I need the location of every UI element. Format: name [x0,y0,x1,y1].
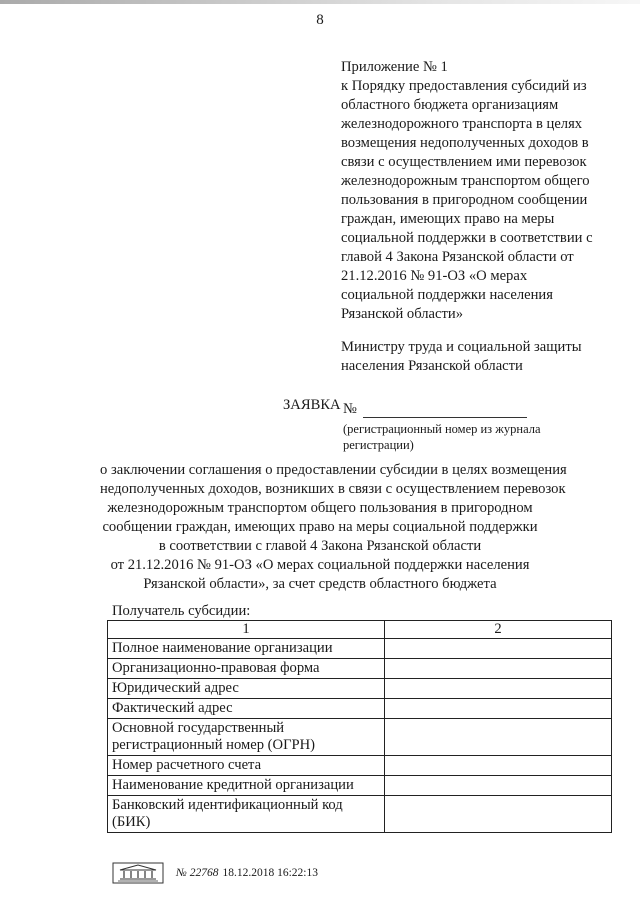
table-row [108,776,612,796]
subject-line: сообщении граждан, имеющих право на меры социальной поддержки [102,519,538,535]
table-row [108,756,612,776]
row-label: Основной государственный регистрационный номер (ОГРН) [108,719,385,756]
application-subject [100,461,567,594]
subject-line: Рязанской области», за счет средств областного бюджета [143,576,497,592]
row-label: Полное наименование организации [108,639,385,659]
row-value[interactable] [385,699,612,719]
appendix-line: областного бюджета организациям [341,97,559,113]
hint-line: регистрации) [343,438,414,452]
appendix-header [341,58,621,324]
government-building-stamp-icon [112,862,164,884]
document-number: № 22768 [176,867,219,879]
appendix-line: Рязанской области» [341,306,463,322]
row-label: Организационно-правовая форма [108,659,385,679]
hint-line: (регистрационный номер из журнала [343,422,541,436]
addressee-line: Министру труда и социальной защиты [341,339,582,355]
row-label: Наименование кредитной организации [108,776,385,796]
row-label: Фактический адрес [108,699,385,719]
subject-line: о заключении соглашения о предоставлении субсидии в целях возмещения [100,462,567,478]
table-row [108,719,612,756]
table-header-row [108,621,612,639]
table-row [108,639,612,659]
application-title: ЗАЯВКА [283,397,341,413]
row-value[interactable] [385,756,612,776]
recipient-label: Получатель субсидии: [112,603,251,619]
row-value[interactable] [385,639,612,659]
row-value[interactable] [385,659,612,679]
appendix-line: железнодорожным транспортом общего [341,173,590,189]
appendix-line: связи с осуществлением ими перевозок [341,154,587,170]
appendix-line: Приложение № 1 [341,59,448,75]
subject-line: недополученных доходов, возникших в связи с осуществлением перевозок [100,481,566,497]
registration-number-field[interactable] [363,403,527,418]
appendix-line: граждан, имеющих право на меры [341,211,555,227]
table-row [108,699,612,719]
row-value[interactable] [385,679,612,699]
row-value[interactable] [385,796,612,833]
subject-line: железнодорожным транспортом общего пользования в пригородном [107,500,533,516]
appendix-line: социальной поддержки населения [341,287,553,303]
appendix-line: к Порядку предоставления субсидий из [341,78,587,94]
table-row [108,659,612,679]
appendix-line: возмещения недополученных доходов в [341,135,589,151]
table-row [108,679,612,699]
row-label: Номер расчетного счета [108,756,385,776]
row-value[interactable] [385,719,612,756]
appendix-line: 21.12.2016 № 91-ОЗ «О мерах [341,268,528,284]
scan-edge [0,0,640,4]
registration-number-block [343,401,541,453]
recipient-table [107,620,612,833]
appendix-line: железнодорожного транспорта в целях [341,116,583,132]
subject-line: в соответствии с главой 4 Закона Рязанской области [158,538,482,554]
number-sign: № [343,401,357,417]
appendix-line: пользования в пригородном сообщении [341,192,588,208]
row-value[interactable] [385,776,612,796]
page-number: 8 [316,12,324,28]
table-row [108,796,612,833]
appendix-line: главой 4 Закона Рязанской области от [341,249,574,265]
addressee [341,338,621,376]
appendix-line: социальной поддержки в соответствии с [341,230,593,246]
column-header: 1 [108,621,385,639]
column-header: 2 [385,621,612,639]
row-label: Юридический адрес [108,679,385,699]
document-timestamp: 18.12.2018 16:22:13 [222,867,318,879]
addressee-line: населения Рязанской области [341,358,523,374]
footer [112,862,318,884]
registration-hint [343,421,541,453]
row-label: Банковский идентификационный код (БИК) [108,796,385,833]
subject-line: от 21.12.2016 № 91-ОЗ «О мерах социальной поддержки населения [110,557,530,573]
